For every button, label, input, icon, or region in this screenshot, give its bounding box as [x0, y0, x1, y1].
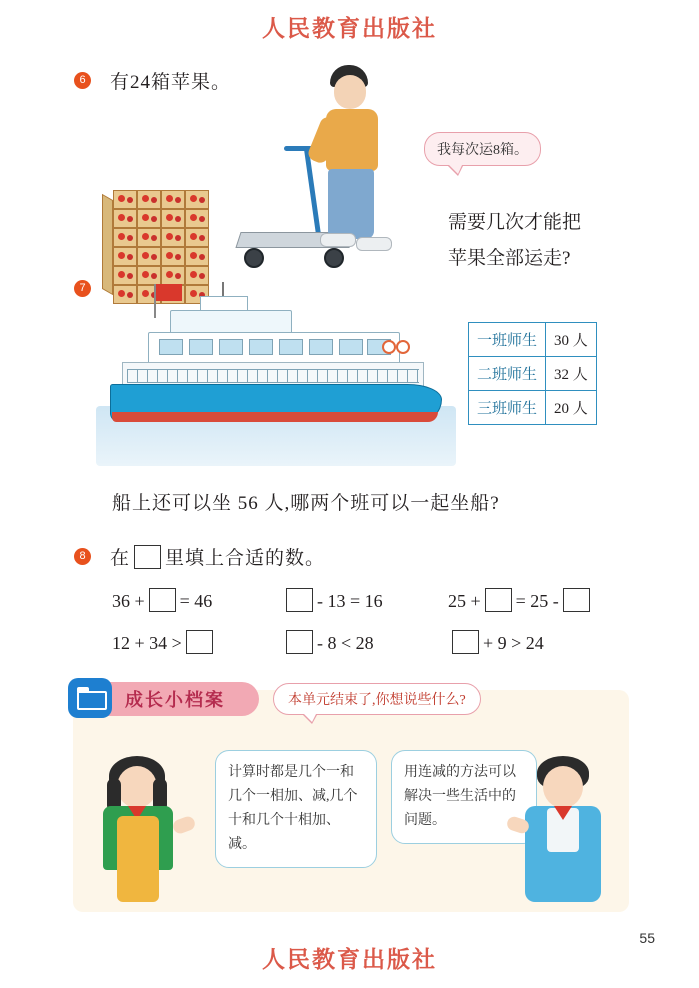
worker-shoe: [320, 233, 356, 247]
problem-6: [0, 60, 699, 269]
watermark-top: 人民教育出版社: [262, 16, 437, 41]
growth-title: 成长小档案: [125, 690, 225, 710]
answer-box[interactable]: [186, 630, 213, 654]
worker-illustration: [290, 65, 430, 255]
problem-6-question: [448, 205, 648, 277]
problem-7-question: 船上还可以坐 56 人,哪两个班可以一起坐船?: [112, 493, 500, 514]
apple-box: [137, 247, 161, 266]
worker-head: [334, 75, 366, 109]
equation-1: [112, 588, 212, 612]
apple-box: [113, 228, 137, 247]
girl-hand: [171, 815, 196, 836]
apple-box: [113, 190, 137, 209]
problem-8-number: 8: [74, 548, 91, 565]
class-label: 二班师生: [469, 357, 546, 391]
folder-icon: [68, 678, 112, 718]
apple-box: [161, 209, 185, 228]
worker-shoe: [356, 237, 392, 251]
eq2-right: - 13 = 16: [317, 591, 383, 611]
cart-wheel: [244, 248, 264, 268]
eq3-left: 25 +: [448, 591, 481, 611]
girl-head: [117, 766, 157, 808]
girl-note-bubble: 计算时都是几个一和几个一相加、减,几个十和几个十相加、减。: [215, 750, 377, 868]
speech-bubble-worker: 我每次运8箱。: [424, 132, 541, 166]
problem-6-question-line2: 苹果全部运走?: [448, 248, 571, 269]
apple-box: [137, 209, 161, 228]
apple-box: [185, 247, 209, 266]
problem-8-stem: [110, 543, 325, 570]
boy-note-bubble: 用连减的方法可以解决一些生活中的问题。: [391, 750, 537, 844]
answer-box[interactable]: [149, 588, 176, 612]
deck-rail: [127, 369, 419, 383]
watermark-bottom: 人民教育出版社: [262, 947, 437, 972]
class-count-table: [468, 322, 597, 425]
table-row: [469, 323, 597, 357]
problem-8: [0, 540, 699, 670]
cabin-window: [249, 339, 273, 355]
answer-box[interactable]: [452, 630, 479, 654]
ship-hull-stripe: [112, 412, 438, 422]
eq5-right: - 8 < 28: [317, 633, 374, 653]
eq1-left: 36 +: [112, 591, 145, 611]
apple-box: [185, 228, 209, 247]
cabin-window: [279, 339, 303, 355]
cabin-window: [159, 339, 183, 355]
apple-box: [161, 190, 185, 209]
apple-box: [113, 247, 137, 266]
problem-8-stem-text: 在: [110, 548, 131, 569]
eq4-left: 12 + 34 >: [112, 633, 182, 653]
eq3-mid: = 25 -: [515, 591, 559, 611]
ship-illustration: [96, 288, 456, 468]
answer-box[interactable]: [286, 588, 313, 612]
crate-row: [113, 209, 209, 228]
crate-row: [113, 190, 209, 209]
apple-box: [161, 228, 185, 247]
girl-illustration: [89, 752, 199, 902]
life-ring-icon: [396, 340, 410, 354]
boy-illustration: [513, 752, 623, 902]
cabin-window: [309, 339, 333, 355]
class-value: 20 人: [546, 391, 597, 425]
equation-4: [112, 630, 217, 654]
class-label: 一班师生: [469, 323, 546, 357]
answer-box[interactable]: [563, 588, 590, 612]
problem-6-question-line1: 需要几次才能把: [448, 212, 582, 233]
cabin-window: [219, 339, 243, 355]
apple-box: [137, 228, 161, 247]
apple-box: [137, 190, 161, 209]
girl-apron: [117, 816, 159, 902]
answer-box[interactable]: [134, 545, 161, 569]
page-number: 55: [639, 930, 655, 946]
boy-scarf: [554, 806, 572, 820]
equation-3: [448, 588, 594, 612]
problem-7-number: 7: [74, 280, 91, 297]
equation-2: [282, 588, 383, 612]
answer-box[interactable]: [286, 630, 313, 654]
crate-row: [113, 228, 209, 247]
equation-5: [282, 630, 374, 654]
boy-head: [543, 766, 583, 808]
worker-pants: [328, 169, 374, 239]
class-label: 三班师生: [469, 391, 546, 425]
apple-box: [113, 209, 137, 228]
table-row: [469, 391, 597, 425]
answer-box[interactable]: [485, 588, 512, 612]
eq1-right: = 46: [179, 591, 213, 611]
equation-6: [448, 630, 544, 654]
growth-prompt-bubble: 本单元结束了,你想说些什么?: [273, 683, 481, 715]
flag-icon: [156, 284, 182, 301]
eq6-right: + 9 > 24: [483, 633, 544, 653]
life-ring-icon: [382, 340, 396, 354]
table-row: [469, 357, 597, 391]
problem-6-stem: 有24箱苹果。: [110, 72, 232, 93]
class-value: 30 人: [546, 323, 597, 357]
cabin-window: [189, 339, 213, 355]
ship-cabin: [148, 332, 400, 366]
growth-file-section: [73, 690, 629, 912]
apple-box: [185, 190, 209, 209]
problem-8-stem-text2: 里填上合适的数。: [165, 548, 326, 569]
crate-row: [113, 247, 209, 266]
problem-7: [0, 272, 699, 532]
apple-box: [185, 209, 209, 228]
apple-box: [161, 247, 185, 266]
problem-6-number: 6: [74, 72, 91, 89]
class-value: 32 人: [546, 357, 597, 391]
cabin-window: [339, 339, 363, 355]
